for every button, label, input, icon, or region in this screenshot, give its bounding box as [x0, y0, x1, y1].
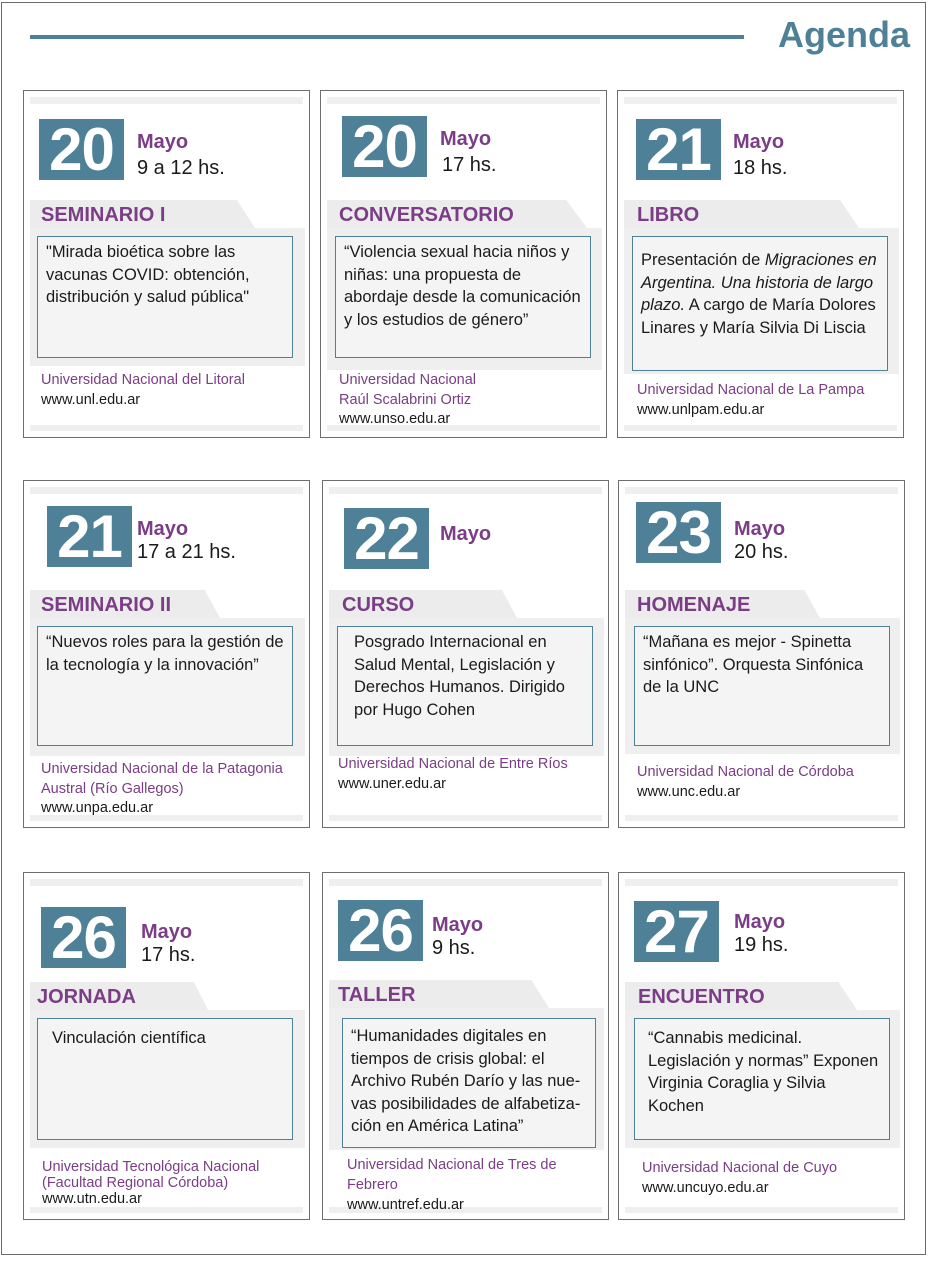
event-time: 17 hs. — [141, 944, 196, 966]
event-time: 19 hs. — [734, 934, 789, 956]
event-time: 18 hs. — [733, 157, 788, 179]
event-category: SEMINARIO I — [41, 204, 166, 226]
header-rule — [30, 35, 744, 39]
event-month: Mayo — [137, 131, 189, 153]
event-month: Mayo — [432, 914, 484, 936]
event-card — [617, 90, 904, 438]
event-day: 20 — [342, 116, 427, 177]
event-day: 23 — [636, 502, 721, 563]
event-organizer: Universidad Nacional de Entre Ríos — [338, 756, 568, 772]
event-description: “Nuevos roles para la gestión de la tecnología y la innovación” — [37, 626, 293, 746]
event-category: HOMENAJE — [637, 594, 751, 616]
event-category: LIBRO — [637, 204, 700, 226]
event-card — [322, 872, 609, 1220]
event-url: www.unlpam.edu.ar — [637, 402, 765, 418]
event-description: “Violencia sexual hacia niños y niñas: una propuesta de abordaje desde la comunicación y los estudios de género” — [335, 236, 591, 358]
event-url: www.uncuyo.edu.ar — [642, 1180, 769, 1196]
event-day: 21 — [636, 119, 721, 180]
event-category: ENCUENTRO — [638, 986, 765, 1008]
event-month: Mayo — [733, 131, 785, 153]
event-description: "Mirada bioética sobre las vacunas COVID: obtención, distribución y salud pública" — [37, 236, 293, 358]
event-category: JORNADA — [37, 986, 136, 1008]
event-organizer: Universidad Nacional de La Pampa — [637, 382, 865, 398]
event-description: “Mañana es mejor - Spinetta sinfónico”. Orquesta Sinfónica de la UNC — [634, 626, 890, 746]
event-category: TALLER — [338, 984, 416, 1006]
event-month: Mayo — [734, 518, 786, 540]
event-url: www.unl.edu.ar — [41, 392, 141, 408]
event-month: Mayo — [734, 911, 786, 933]
event-month: Mayo — [440, 128, 492, 150]
event-category: SEMINARIO II — [41, 594, 172, 616]
event-url: www.untref.edu.ar — [347, 1197, 464, 1213]
event-day: 26 — [338, 900, 423, 961]
event-time: 20 hs. — [734, 541, 789, 563]
event-organizer: Universidad Tecnológica Nacional (Facultad Regional Córdoba) — [42, 1159, 260, 1191]
event-organizer: Universidad Nacional de Tres de Febrero — [347, 1157, 557, 1193]
event-time: 17 hs. — [442, 154, 497, 176]
event-organizer: Universidad Nacional Raúl Scalabrini Ortiz — [339, 372, 477, 408]
event-card — [618, 480, 905, 828]
event-time: 9 a 12 hs. — [137, 157, 225, 179]
page-title: Agenda — [778, 14, 911, 55]
event-day: 20 — [39, 119, 124, 180]
event-url: www.unpa.edu.ar — [41, 800, 154, 816]
event-category: CONVERSATORIO — [339, 204, 514, 226]
event-day: 21 — [47, 506, 132, 567]
event-card — [23, 872, 310, 1220]
event-category: CURSO — [342, 594, 415, 616]
event-month: Mayo — [440, 523, 492, 545]
event-description: “Cannabis medicinal. Legislación y normas” Exponen Virginia Coraglia y Silvia Kochen — [634, 1018, 890, 1140]
event-card — [618, 872, 905, 1220]
event-url: www.uner.edu.ar — [338, 776, 447, 792]
event-organizer: Universidad Nacional del Litoral — [41, 372, 245, 388]
event-card — [23, 480, 310, 828]
event-day: 22 — [344, 508, 429, 569]
event-month: Mayo — [137, 518, 189, 540]
event-url: www.unso.edu.ar — [339, 411, 451, 427]
event-month: Mayo — [141, 921, 193, 943]
event-day: 26 — [41, 907, 126, 968]
event-organizer: Universidad Nacional de Córdoba — [637, 764, 854, 780]
event-day: 27 — [634, 901, 719, 962]
event-card — [322, 480, 609, 828]
event-url: www.utn.edu.ar — [42, 1191, 142, 1207]
event-description: “Humanidades digitales en tiempos de crisis global: el Archivo Rubén Darío y las nue-vas posibilidades de alfabetiza-ción en América Latina” — [342, 1018, 596, 1148]
event-description: Presentación de Migraciones en Argentina. Una historia de largo plazo. A cargo de María Dolores Linares y María Silvia Di Liscia — [632, 236, 888, 371]
event-card — [320, 90, 607, 438]
event-description: Posgrado Internacional en Salud Mental, Legislación y Derechos Humanos. Dirigido por Hugo Cohen — [337, 626, 593, 746]
event-organizer: Universidad Nacional de la Patagonia Austral (Río Gallegos) — [41, 761, 283, 797]
event-card — [23, 90, 310, 438]
event-url: www.unc.edu.ar — [637, 784, 741, 800]
event-time: 9 hs. — [432, 937, 476, 959]
event-time: 17 a 21 hs. — [137, 541, 236, 563]
event-description: Vinculación científica — [37, 1018, 293, 1140]
event-organizer: Universidad Nacional de Cuyo — [642, 1160, 838, 1176]
